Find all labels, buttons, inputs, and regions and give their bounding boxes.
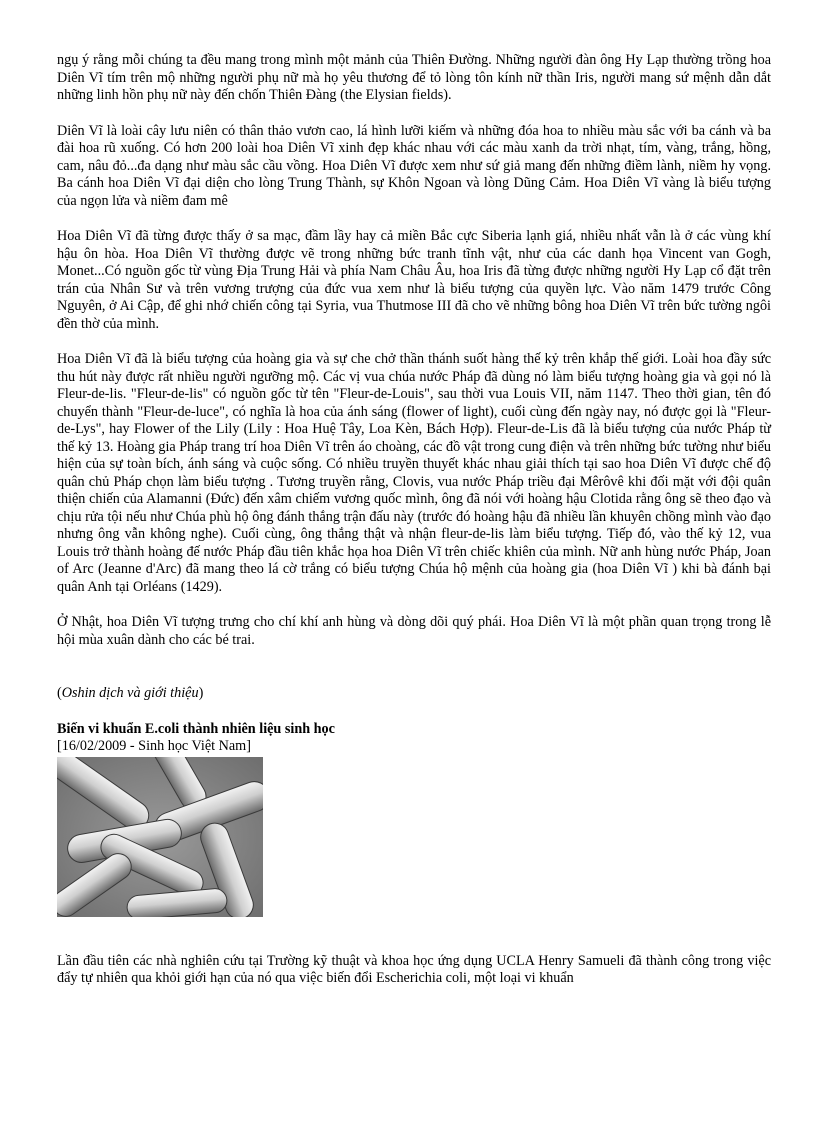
paragraph-fleur-de-lis: Hoa Diên Vĩ đã là biểu tượng của hoàng gia và sự che chở thần thánh suốt hàng thế kỷ trên khắp thế giới. Loài hoa đầy sức thu hút này được rất nhiều người ngưỡng mộ. Các vị vua chúa nước Pháp đã dùng nó làm biểu tượng hoàng gia và gọi nó là Fleur-de-lis. "Fleur-de-lis" có nguồn gốc từ tên "Fleur-de-Louis", sau thời vua Louis VII, năm 1147. Theo thời gian, tên đó chuyển thành "Fleur-de-luce", có nghĩa là hoa của ánh sáng (flower of light), cuối cùng đến ngày nay, nó được gọi là "Fleur-de-Lys", hay Flower of the Lily (Lily : Hoa Huệ Tây, Loa Kèn, Bách Hợp). Fleur-de-Lis đã là biểu tượng của nước Pháp từ thế kỷ 13. Hoàng gia Pháp trang trí hoa Diên Vĩ trên áo choàng, các đồ vật trong cung điện và trên những bức tường như biểu hiện của sự toàn bích, ánh sáng và cuộc sống. Có nhiều truyền thuyết khác nhau giải thích tại sao hoa Diên Vĩ được chế độ quân chủ Pháp chọn làm biểu tượng . Tương truyền rằng, Clovis, vua nước Pháp triều đại Mêrôvê khi đối mặt với đội quân thiện chiến của Alamanni (Đức) đến xâm chiếm vương quốc mình, ông đã nói với hoàng hậu Clotida rằng ông sẽ theo đạo và chịu rửa tội nếu như Chúa phù hộ ông đánh thắng trận đấu này (trước đó hoàng hậu đã nhiều lần khuyên chồng mình vào đạo nhưng ông vẫn không nghe). Cuối cùng, ông thắng thật và nhận fleur-de-lis làm biểu tượng. Tiếp đó, vào thế kỷ 12, vua Louis trở thành hoàng đế nước Pháp đầu tiên khắc họa hoa Diên Vĩ trên chiếc khiên của mình. Nữ anh hùng nước Pháp, Joan of Arc (Jeanne d'Arc) đã mang theo lá cờ trắng có biểu tượng Chúa hộ mệnh của hoàng gia (hoa Diên Vĩ ) khi bà đánh bại quân Anh tại Orléans (1429). <box>57 351 771 595</box>
ecoli-photo <box>57 757 263 917</box>
paragraph-japan: Ở Nhật, hoa Diên Vĩ tượng trưng cho chí khí anh hùng và dòng dõi quý phái. Hoa Diên Vĩ là một phần quan trọng trong lễ hội mùa xuân dành cho các bé trai. <box>57 614 771 648</box>
article-dateline: [16/02/2009 - Sinh học Việt Nam] <box>57 738 251 754</box>
translator-credit: (Oshin dịch và giới thiệu) <box>57 685 204 701</box>
article-title: Biến vi khuẩn E.coli thành nhiên liệu sinh học <box>57 720 335 737</box>
paragraph-iris-myth: ngụ ý rằng mỗi chúng ta đều mang trong mình một mảnh của Thiên Đường. Những người đàn ông Hy Lạp thường trồng hoa Diên Vĩ tím trên mộ những người phụ nữ mà họ yêu thương để tỏ lòng tôn kính nữ thần Iris, người mang sứ mệnh dẫn dắt những linh hồn phụ nữ này đến chốn Thiên Đàng (the Elysian fields). <box>57 52 771 103</box>
document-page <box>57 52 771 988</box>
paragraph-iris-description: Diên Vĩ là loài cây lưu niên có thân thảo vươn cao, lá hình lưỡi kiếm và những đóa hoa to nhiều màu sắc với ba cánh và ba đài hoa rũ xuống. Có hơn 200 loài hoa Diên Vĩ xinh đẹp khác nhau với các màu xanh da trời nhạt, tím, vàng, trắng, hồng, cam, nâu đỏ...đa dạng như màu sắc cầu vồng. Hoa Diên Vĩ được xem như sứ giả mang đến những điềm lành, niềm hy vọng. Ba cánh hoa Diên Vĩ đại diện cho lòng Trung Thành, sự Khôn Ngoan và lòng Dũng Cảm. Hoa Diên Vĩ vàng là biểu tượng của ngọn lửa và niềm đam mê <box>57 122 771 209</box>
article-body: Lần đầu tiên các nhà nghiên cứu tại Trường kỹ thuật và khoa học ứng dụng UCLA Henry Samueli đã thành công trong việc đẩy tự nhiên qua khỏi giới hạn của nó qua việc biến đổi Escherichia coli, một loại vi khuẩn <box>57 952 771 986</box>
paragraph-iris-history: Hoa Diên Vĩ đã từng được thấy ở sa mạc, đầm lầy hay cả miền Bắc cực Siberia lạnh giá, nhiều nhất vẫn là ở các vùng khí hậu ôn hòa. Hoa Diên Vĩ thường được vẽ trong những bức tranh tĩnh vật, như của các danh họa Vincent van Gogh, Monet...Có nguồn gốc từ vùng Địa Trung Hải và phía Nam Châu Âu, hoa Iris đã từng được những người Hy Lạp cổ đặt trên trán của Nhân Sư và trên vương trượng của đức vua xem như là biểu tượng của quyền lực. Vào năm 1479 trước Công Nguyên, ở Ai Cập, để ghi nhớ chiến công tại Syria, vua Thutmose III đã cho vẽ những bông hoa Diên Vĩ trên bức tường ngôi đền thờ của mình. <box>57 228 771 332</box>
